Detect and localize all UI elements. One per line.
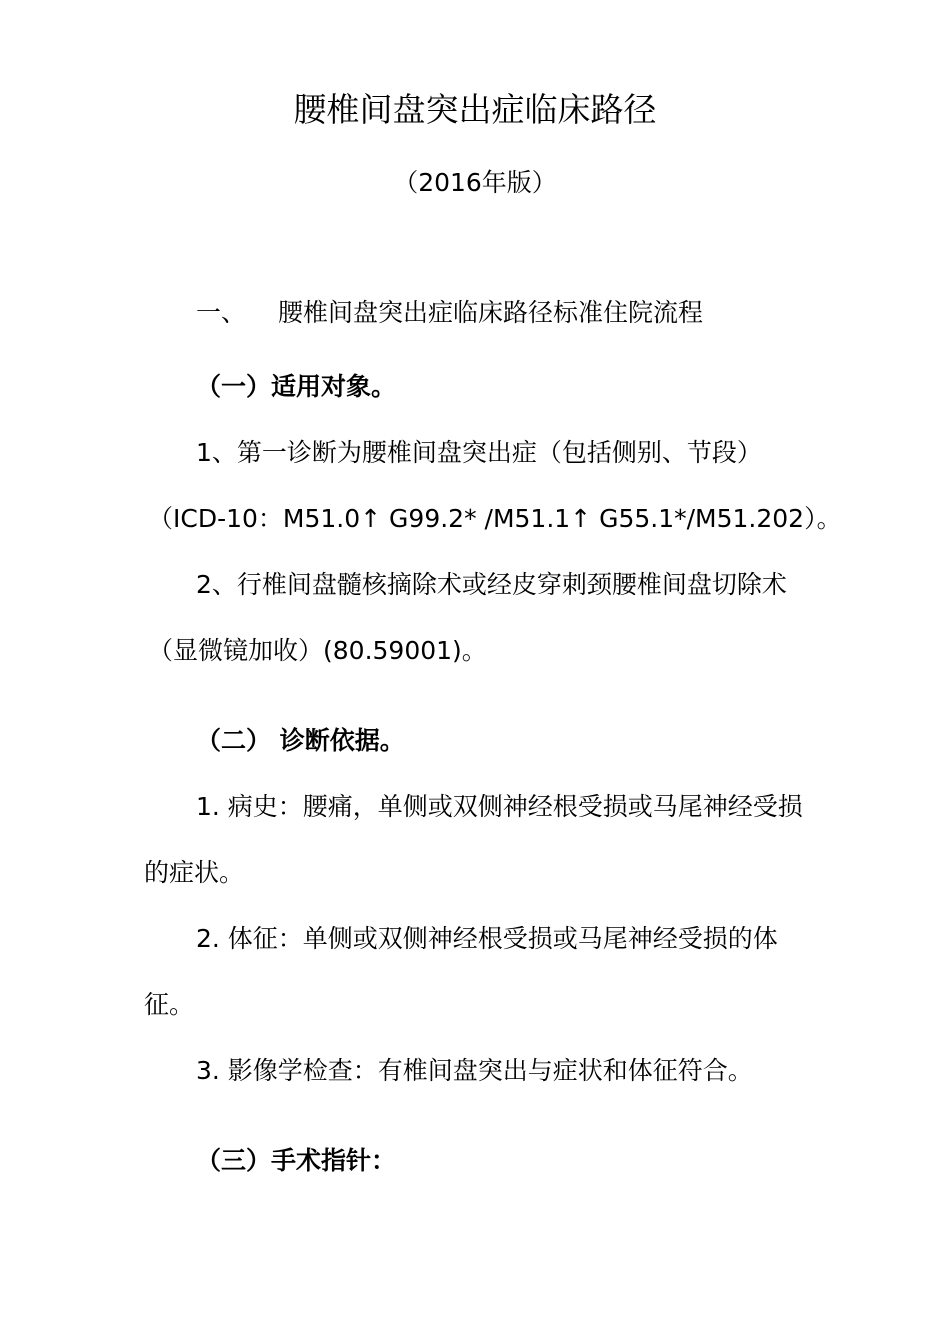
part-1-item-2-line-2: （显微镜加收）(80.59001)。 bbox=[148, 636, 487, 665]
part-2-heading: （二） 诊断依据。 bbox=[196, 726, 405, 755]
part-2-item-3-line-1: 3. 影像学检查：有椎间盘突出与症状和体征符合。 bbox=[196, 1056, 753, 1085]
part-2-item-1-line-1: 1. 病史：腰痛，单侧或双侧神经根受损或马尾神经受损 bbox=[196, 792, 803, 821]
section-1-heading bbox=[196, 296, 703, 330]
part-1-heading: （一）适用对象。 bbox=[196, 372, 397, 401]
part-2-item-2-line-1: 2. 体征：单侧或双侧神经根受损或马尾神经受损的体 bbox=[196, 924, 778, 953]
part-1-item-1-line-2: （ICD-10：M51.0↑ G99.2* /M51.1↑ G55.1*/M51.202）。 bbox=[148, 504, 842, 533]
section-1-title: 腰椎间盘突出症临床路径标准住院流程 bbox=[278, 298, 704, 327]
part-1-item-2-line-1: 2、行椎间盘髓核摘除术或经皮穿刺颈腰椎间盘切除术 bbox=[196, 570, 787, 599]
part-1-item-1-line-1: 1、第一诊断为腰椎间盘突出症（包括侧别、节段） bbox=[196, 438, 762, 467]
part-3-heading: （三）手术指针： bbox=[196, 1146, 397, 1175]
document-edition: （2016年版） bbox=[393, 168, 557, 197]
document-title: 腰椎间盘突出症临床路径 bbox=[293, 90, 657, 129]
part-2-item-2-line-2: 征。 bbox=[144, 990, 195, 1019]
part-2-item-1-line-2: 的症状。 bbox=[144, 858, 245, 887]
section-1-number: 一、 bbox=[196, 298, 247, 327]
